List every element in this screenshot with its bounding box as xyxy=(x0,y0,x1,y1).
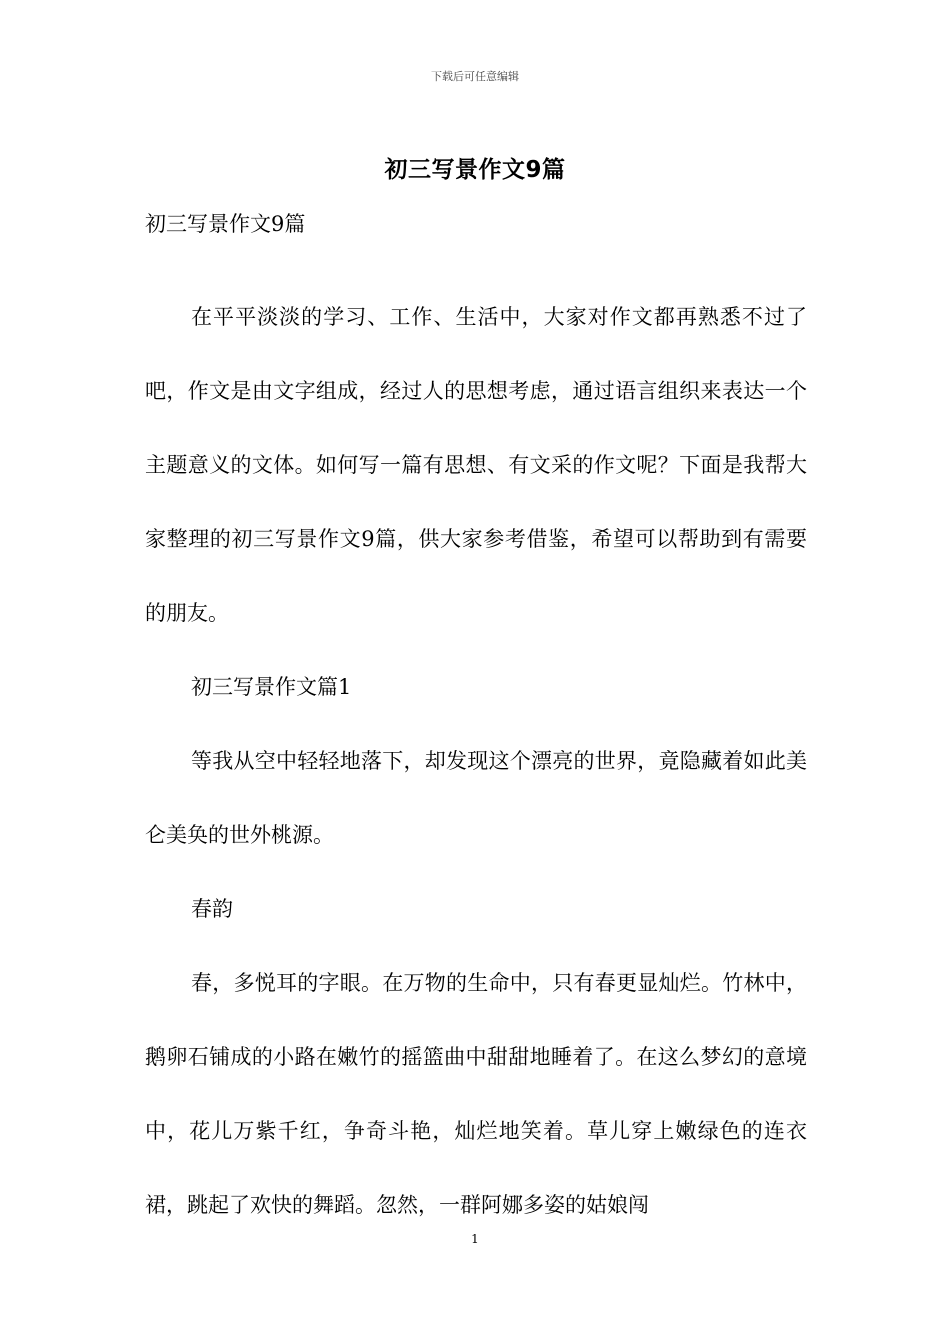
body-paragraph: 春，多悦耳的字眼。在万物的生命中，只有春更显灿烂。竹林中，鹅卵石铺成的小路在嫩竹的摇篮曲中甜甜地睡着了。在这么梦幻的意境中，花儿万紫千红，争奇斗艳，灿烂地笑着。草儿穿上嫩绿色的连衣裙，跳起了欢快的舞蹈。忽然，一群阿娜多姿的姑娘闯 xyxy=(145,971,807,1217)
body-paragraph: 等我从空中轻轻地落下，却发现这个漂亮的世界，竟隐藏着如此美仑美奂的世外桃源。 xyxy=(145,749,807,847)
document-title: 初三写景作文9篇 xyxy=(384,157,566,183)
section-heading: 初三写景作文篇1 xyxy=(191,675,352,699)
intro-paragraph: 在平平淡淡的学习、工作、生活中，大家对作文都再熟悉不过了吧，作文是由文字组成，经过人的思想考虑，通过语言组织来表达一个主题意义的文体。如何写一篇有思想、有文采的作文呢？下面是我帮大家整理的初三写景作文9篇，供大家参考借鉴，希望可以帮助到有需要的朋友。 xyxy=(145,305,807,625)
document-subtitle: 初三写景作文9篇 xyxy=(145,212,306,236)
page-number: 1 xyxy=(471,1232,479,1246)
header-note: 下载后可任意编辑 xyxy=(431,70,519,83)
document-body xyxy=(145,206,807,1242)
section-subheading: 春韵 xyxy=(191,897,233,921)
